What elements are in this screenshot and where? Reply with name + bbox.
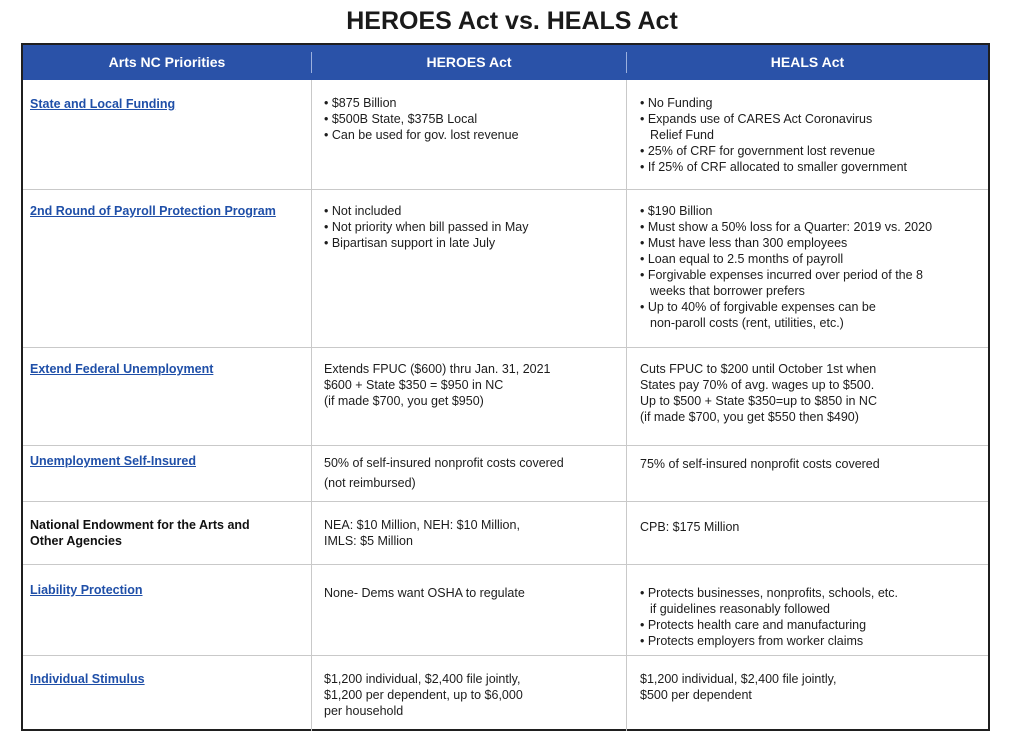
cell-line: weeks that borrower prefers	[650, 284, 805, 298]
cell-line: 50% of self-insured nonprofit costs covered	[324, 456, 564, 470]
cell-line: • Expands use of CARES Act Coronavirus	[640, 112, 873, 126]
cell-line: CPB: $175 Million	[640, 520, 740, 534]
priority-link-unemployment-self-insured[interactable]: Unemployment Self-Insured	[30, 454, 196, 468]
cell-line: Extends FPUC ($600) thru Jan. 31, 2021	[324, 362, 551, 376]
heroes-cell	[324, 361, 551, 409]
cell-line: Other Agencies	[30, 534, 122, 548]
priority-link-state-local-funding[interactable]: State and Local Funding	[30, 97, 176, 111]
cell-line: States pay 70% of avg. wages up to $500.	[640, 378, 875, 392]
cell-line: (if made $700, you get $550 then $490)	[640, 410, 859, 424]
heroes-cell	[324, 671, 523, 719]
row-divider	[23, 347, 988, 348]
row-divider	[23, 501, 988, 502]
cell-line: • Bipartisan support in late July	[324, 236, 496, 250]
heals-cell	[640, 585, 898, 649]
heals-cell	[640, 456, 880, 472]
priority-label-nea-agencies	[30, 517, 250, 549]
header-heals-act: HEALS Act	[770, 54, 845, 70]
cell-line: • Not priority when bill passed in May	[324, 220, 529, 234]
cell-line: • Must show a 50% loss for a Quarter: 2019 vs. 2020	[640, 220, 933, 234]
cell-line: per household	[324, 704, 404, 718]
heals-cell	[640, 95, 907, 175]
cell-line: (if made $700, you get $950)	[324, 394, 484, 408]
cell-line: (not reimbursed)	[324, 476, 416, 490]
priority-link-federal-unemployment[interactable]: Extend Federal Unemployment	[30, 362, 214, 376]
cell-line: Relief Fund	[650, 128, 714, 142]
header-arts-nc-priorities: Arts NC Priorities	[108, 54, 226, 70]
cell-line: non-paroll costs (rent, utilities, etc.)	[650, 316, 844, 330]
cell-line: 75% of self-insured nonprofit costs covered	[640, 457, 880, 471]
cell-line: IMLS: $5 Million	[324, 534, 413, 548]
priority-link-liability-protection[interactable]: Liability Protection	[30, 583, 143, 597]
cell-line: None- Dems want OSHA to regulate	[324, 586, 525, 600]
cell-line: • Forgivable expenses incurred over period of the 8	[640, 268, 924, 282]
cell-line: • Protects health care and manufacturing	[640, 618, 867, 632]
heals-cell	[640, 519, 739, 535]
cell-line: • $500B State, $375B Local	[324, 112, 478, 126]
cell-line: • Can be used for gov. lost revenue	[324, 128, 519, 142]
priority-link-individual-stimulus[interactable]: Individual Stimulus	[30, 672, 145, 686]
cell-line: • Loan equal to 2.5 months of payroll	[640, 252, 844, 266]
row-divider	[23, 445, 988, 446]
cell-line: $1,200 per dependent, up to $6,000	[324, 688, 523, 702]
row-divider	[23, 189, 988, 190]
cell-line: • 25% of CRF for government lost revenue	[640, 144, 876, 158]
heroes-cell	[324, 585, 525, 601]
heals-cell	[640, 671, 836, 703]
heals-cell	[640, 361, 877, 425]
cell-line: • No Funding	[640, 96, 713, 110]
page-title: HEROES Act vs. HEALS Act	[346, 7, 678, 35]
cell-line: • Not included	[324, 204, 402, 218]
cell-line: • If 25% of CRF allocated to smaller government	[640, 160, 907, 174]
column-divider	[311, 80, 312, 731]
row-divider	[23, 655, 988, 656]
table-header	[23, 45, 988, 80]
cell-line: • Up to 40% of forgivable expenses can be	[640, 300, 876, 314]
cell-line: $1,200 individual, $2,400 file jointly,	[324, 672, 521, 686]
cell-line: National Endowment for the Arts and	[30, 518, 250, 532]
cell-line: • Protects employers from worker claims	[640, 634, 864, 648]
cell-line: $500 per dependent	[640, 688, 752, 702]
cell-line: • $875 Billion	[324, 96, 397, 110]
cell-line: $1,200 individual, $2,400 file jointly,	[640, 672, 837, 686]
cell-line: $600 + State $350 = $950 in NC	[324, 378, 504, 392]
cell-line: if guidelines reasonably followed	[650, 602, 830, 616]
priority-link-payroll-protection[interactable]: 2nd Round of Payroll Protection Program	[30, 204, 276, 218]
heroes-cell	[324, 517, 520, 549]
cell-line: • Must have less than 300 employees	[640, 236, 848, 250]
heals-cell	[640, 203, 932, 331]
header-heroes-act: HEROES Act	[426, 54, 512, 70]
heroes-cell	[324, 203, 528, 251]
heroes-cell	[324, 453, 564, 493]
heroes-cell	[324, 95, 519, 143]
cell-line: NEA: $10 Million, NEH: $10 Million,	[324, 518, 520, 532]
cell-line: Up to $500 + State $350=up to $850 in NC	[640, 394, 877, 408]
column-divider	[626, 80, 627, 731]
row-divider	[23, 564, 988, 565]
cell-line: • Protects businesses, nonprofits, schools, etc.	[640, 586, 898, 600]
cell-line: • $190 Billion	[640, 204, 713, 218]
comparison-table	[21, 43, 990, 731]
cell-line: Cuts FPUC to $200 until October 1st when	[640, 362, 877, 376]
